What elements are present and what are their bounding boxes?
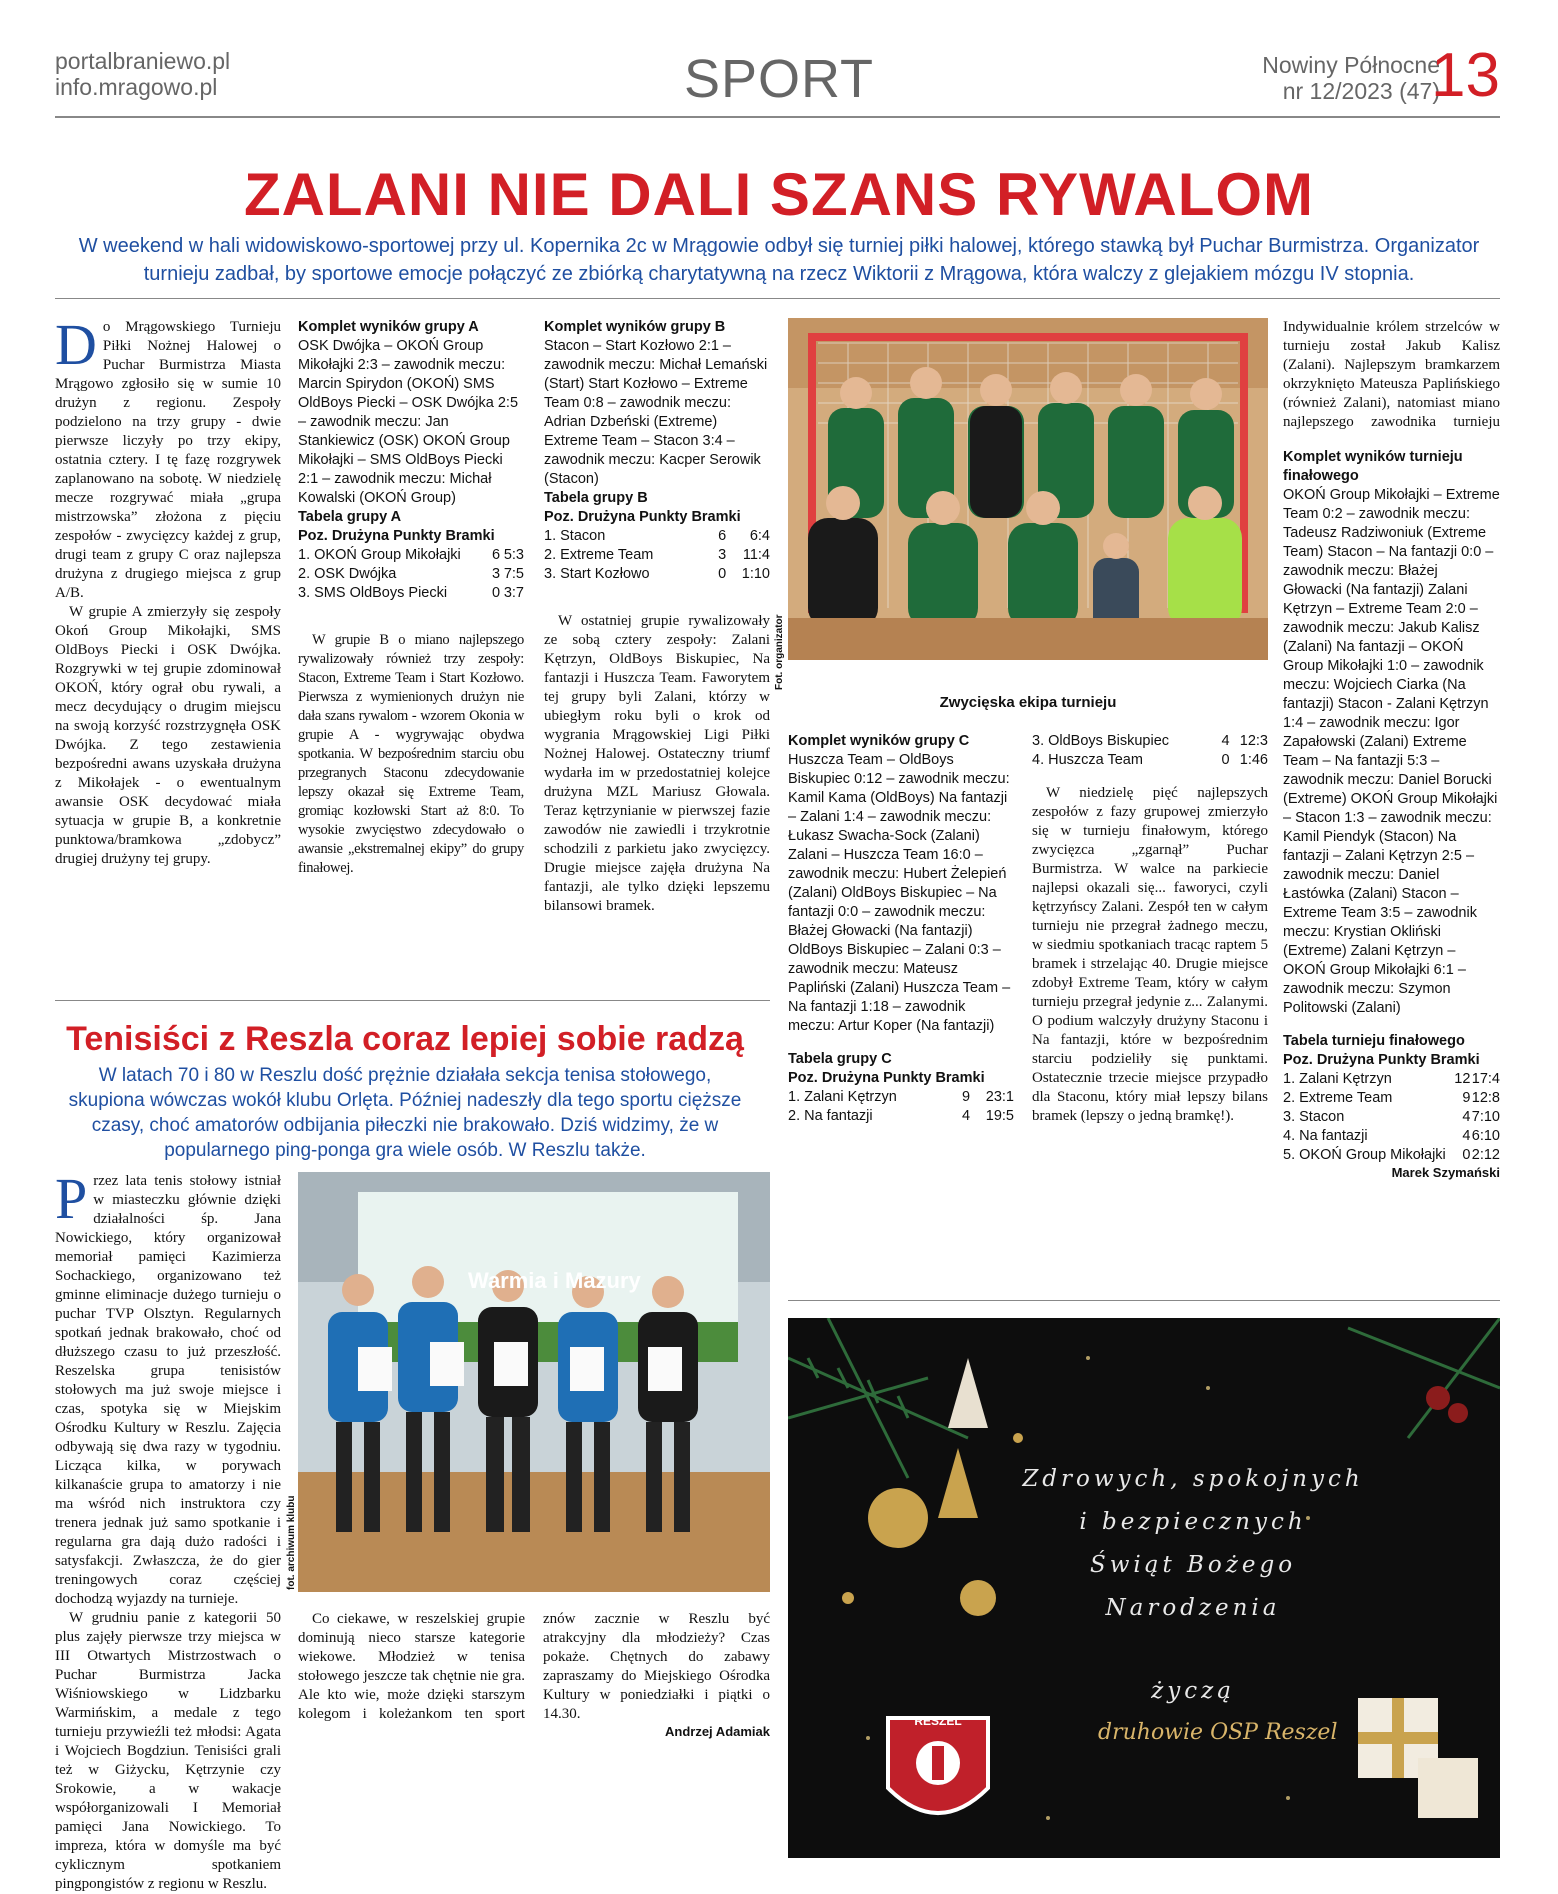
article1-p3: W grupie B o miano najlepszego rywalizowały również trzy zespoły: Stacon, Extreme Team i Start Kozłowo. Pierwsza z wymienionych drużyn nie dała szans rywalom - wzorem Okonia w grupie A - wygrywając obydwa spotkania. W bezpośrednim starciu obu przegranych Staconu zdecydowanie lepszy okazał się Extreme Team, gromiąc kozłowski Start aż 8:0. To wysokie zwycięstwo zdecydowało o awansie „ekstremalnej ekipy” do grupy finałowej.: [298, 632, 524, 876]
christmas-ad: [788, 1318, 1500, 1858]
article1-col5: [1032, 732, 1268, 1126]
table-row: 4. Huszcza Team 0 1:46: [1032, 752, 1268, 768]
article2-author: Andrzej Adamiak: [665, 1724, 770, 1739]
team-photo: [788, 318, 1268, 660]
ad-signature: druhowie OSP Reszel: [1098, 1720, 1338, 1745]
tableB-table: [544, 527, 770, 584]
tableA: [298, 508, 524, 603]
photo1-caption: Zwycięska ekipa turnieju: [939, 694, 1117, 711]
tableF: [1283, 1032, 1500, 1165]
team-photo-image: [788, 318, 1268, 660]
table-row: 2. Extreme Team 3 11:4: [544, 547, 770, 563]
table-row: 1. Zalani Kętrzyn 12 17:4: [1283, 1071, 1500, 1087]
article2-p1: rzez lata tenis stołowy istniał w miasteczku głównie dzięki działalności śp. Jana Nowickiego, który organizował memoriał pamięci Kazimierza Sochackiego, organizowano też gminne eliminacje dużego turnieju o puchar TVP Olsztyn. Regularnych spotkań jednak brakowało, choć od dłuższego czasu to już przeszłość. Reszelska grupa tenisistów stołowych ma już swoje miejsce i czas, spotyka się w Miejskim Ośrodku Kultury w Reszlu. Zajęcia odbywają się dwa razy w tygodniu. Licząca kilka, w porywach kilkanaście grupa to amatorzy i nie ma wśród nich instruktora czy trenera jednak już samo spotkanie i regularna gra dają dużo radości i satysfakcji. Zwłaszcza, że do gier treningowych coraz częściej dochodzą wyjazdy na turnieje.: [55, 1173, 281, 1607]
drop-cap: D: [55, 312, 97, 377]
tableA-title: Tabela grupy A: [298, 509, 402, 525]
article1-author: Marek Szymański: [1391, 1165, 1500, 1180]
site-link-1[interactable]: portalbraniewo.pl: [55, 48, 231, 74]
groupC-title: Komplet wyników grupy C: [788, 733, 970, 749]
groupA-results: [298, 318, 524, 508]
lead-rule: [55, 298, 1500, 299]
article1-title: ZALANI NIE DALI SZANS RYWALOM: [243, 161, 1315, 228]
site-link-2[interactable]: info.mragowo.pl: [55, 74, 218, 100]
table-row: 3. SMS OldBoys Piecki 0 3:7: [298, 585, 524, 601]
header-rule: [55, 116, 1500, 118]
groupC-text: Huszcza Team – OldBoys Biskupiec 0:12 – zawodnik meczu: Kamil Kama (OldBoys) Na fantazji – Zalani 1:4 – zawodnik meczu: Łukasz Swacha-Sock (Zalani) Zalani – Huszcza Team 16:0 – zawodnik meczu: Hubert Żelepień (Zalani) OldBoys Biskupiec – Na fantazji 0:0 – zawodnik meczu: Błażej Głowacki (Na fantazji) OldBoys Biskupiec – Zalani 0:3 – zawodnik meczu: Mateusz Papliński (Zalani) Huszcza Team – Na fantazji 1:18 – zawodnik meczu: Artur Koper (Na fantazji): [788, 752, 1011, 1034]
tableB-head: Poz. Drużyna Punkty Bramki: [544, 509, 741, 525]
article1-p2: W grupie A zmierzyły się zespoły Okoń Group Mikołajki, SMS OldBoys Piecki i OSK Dwójka. Rozgrywki w tej grupie zdominował OKOŃ, który ograł obu rywali, a mecz decydujący o drugim miejscu na swoją korzyść rozstrzygnęła OSK Dwójka. Z tego zestawienia bezpośredni awans uzyskała drużyna z Mikołajek - o ewentualnym awansie OSK decydować miała sytuacja w grupie B, a konkretnie punktowa/bramkowa „zdobycz” drugiej drużyny tej grupy.: [55, 604, 281, 867]
article1-col6: [1283, 318, 1500, 1180]
tableC-table-a: [788, 1088, 1014, 1126]
tableA-table: [298, 546, 524, 603]
article1-p6: Indywidualnie królem strzelców w turnieju został Jakub Kalisz (Zalani). Najlepszym bramkarzem okrzyknięto Mateusza Paplińskiego (również Zalani), natomiast miano najlepszego zawodnika turnieju: [1283, 319, 1500, 430]
table-row: 3. OldBoys Biskupiec 4 12:3: [1032, 733, 1268, 749]
article1-col4: [788, 732, 1014, 1126]
photo1-credit: Fot. organizator: [774, 614, 785, 690]
table-row: 2. OSK Dwójka 3 7:5: [298, 566, 524, 582]
article-divider: [55, 1000, 770, 1001]
ad-line-3: Świąt Bożego: [1089, 1552, 1297, 1578]
table-row: 3. Start Kozłowo 0 1:10: [544, 566, 770, 582]
article1-p4: W ostatniej grupie rywalizowały ze sobą cztery zespoły: Zalani Kętrzyn, OldBoys Biskupiec, Na fantazji i Huszcza Team. Faworytem tej grupy byli Zalani, którzy w ubiegłym roku byli o krok od wygrania Mrągowskiej Ligi Piłki Nożnej Halowej. Ostateczny triumf wydarła im w przedostatniej kolejce drużyna MZL Mariusz Głowala. Teraz kętrzynianie w pierwszej fazie zawodów nie zawiedli i trzykrotnie schodzili z parkietu jako zwycięzcy. Drugie miejsce zajęła drużyna Na fantazji, ale tylko dzięki lepszemu bilansowi bramek.: [544, 613, 770, 914]
table-row: 4. Na fantazji 4 6:10: [1283, 1128, 1500, 1144]
article2-continuation: [298, 1610, 770, 1858]
article2-p2: W grudniu panie z kategorii 50 plus zajęły pierwsze trzy miejsca w III Otwartych Mistrzostwach o Puchar Burmistrza Jacka Wiśniowskiego w Lidzbarku Warmińskim, a medale z tego turnieju przywieźli też młodsi: Agata i Wojciech Bogdziun. Tenisiści grali też w Giżycku, Kętrzynie czy Srokowie, a w wakacje współorganizowali I Memoriał pamięci Jana Nowickiego. To impreza, która w domyśle ma być cyklicznym spotkaniem pingpongistów z regionu w Reszlu.: [55, 1610, 281, 1892]
article1-col1: [55, 312, 281, 869]
drop-cap-2: P: [55, 1166, 88, 1231]
tableC: [788, 1050, 1014, 1126]
paper-name: Nowiny Północne: [1262, 52, 1440, 78]
ad-line-2: i bezpiecznych: [1079, 1509, 1307, 1535]
table-row: 2. Extreme Team 9 12:8: [1283, 1090, 1500, 1106]
ad-greeting: [958, 1458, 1428, 1713]
tableB: [544, 489, 770, 584]
tableC-head: Poz. Drużyna Punkty Bramki: [788, 1070, 985, 1086]
table-row: 3. Stacon 4 7:10: [1283, 1109, 1500, 1125]
table-row: 1. OKOŃ Group Mikołajki 6 5:3: [298, 547, 524, 563]
article2-lead: W latach 70 i 80 w Reszlu dość prężnie działała sekcja tenisa stołowego, skupiona wówczas wokół klubu Orlęta. Później nadeszły dla tego sportu cięższe czasy, choć amatorów odbijania piłeczki nie brakowało. Dziś widzimy, że w popularnego ping-ponga gra wiele osób. W Reszlu także.: [68, 1065, 742, 1161]
groupB-text: Stacon – Start Kozłowo 2:1 – zawodnik meczu: Michał Lemański (Start) Start Kozłowo – Extreme Team 0:8 – zawodnik meczu: Adrian Dzbeński (Extreme) Extreme Team – Stacon 3:4 – zawodnik meczu: Kacper Serowik (Stacon): [544, 338, 768, 487]
tableF-title: Tabela turnieju finałowego: [1283, 1033, 1465, 1049]
table-row: 5. OKOŃ Group Mikołajki 0 2:12: [1283, 1147, 1500, 1163]
section-title: SPORT: [683, 49, 875, 109]
article1-col2: [298, 318, 524, 878]
article1-p5: W niedzielę pięć najlepszych zespołów z fazy grupowej zmierzyło się w turnieju finałowym, którego zwycięzca „zgarnął” Puchar Burmistrza. W walce na parkiecie najlepsi okazali się... faworyci, czyli kętrzyńscy Zalani. Zespół ten w całym turnieju nie przegrał żadnego meczu, w siedmiu spotkaniach tracąc raptem 5 bramek i strzelając 40. Drugie miejsce zdobył Extreme Team, który w całym turnieju przegrał jedynie z... Zalanymi. O podium walczyły drużyny Staconu i Na fantazji, które w bezpośrednim starciu podzieliły się punktami. Ostatecznie trzecie miejsce przypadło dla Staconu, który miał lepszy bilans bramek (lepszy o jedną bramkę!).: [1032, 785, 1268, 1124]
groupA-title: Komplet wyników grupy A: [298, 319, 479, 335]
groupB-results: [544, 318, 770, 489]
photo2-credit: fot. archiwum klubu: [286, 1495, 297, 1590]
tableF-table: [1283, 1070, 1500, 1165]
final-title: Komplet wyników turnieju finałowego: [1283, 449, 1463, 484]
issue-info: [1262, 52, 1440, 104]
ad-divider: [788, 1300, 1500, 1301]
page-number: 13: [1431, 41, 1500, 110]
ad-line-4: Narodzenia: [1105, 1595, 1281, 1621]
final-results: [1283, 448, 1500, 1018]
tableB-title: Tabela grupy B: [544, 490, 648, 506]
groupC-results: [788, 732, 1014, 1036]
photo-banner-text: Warmia i Mazury: [468, 1268, 641, 1293]
article2-p3: Co ciekawe, w reszelskiej grupie dominują nieco starsze kategorie wiekowe. Młodzież w tenisa stołowego jeszcze tak chętnie nie gra. Ale kto wie, może dzięki starszym kolegom i koleżankom ten sport znów zacznie w Reszlu być atrakcyjny dla młodzieży? Czas pokaże. Chętnych do zabawy zapraszamy do Miejskiego Ośrodka Kultury w poniedziałki i piątki o 14.30.: [298, 1611, 770, 1722]
groupA-text: OSK Dwójka – OKOŃ Group Mikołajki 2:3 – zawodnik meczu: Marcin Spirydon (OKOŃ) SMS OldBoys Piecki – OSK Dwójka 2:5 – zawodnik meczu: Jan Stankiewicz (OSK) OKOŃ Group Mikołajki – SMS OldBoys Piecki 2:1 – zawodnik meczu: Michał Kowalski (OKOŃ Group): [298, 338, 519, 506]
article1-lead: W weekend w hali widowiskowo-sportowej przy ul. Kopernika 2c w Mrągowie odbył się turniej piłki halowej, którego stawką był Puchar Burmistrza. Organizator turnieju zadbał, by sportowe emocje połączyć ze zbiórką charytatywną na rzecz Wiktorii z Mrągowa, która walczy z glejakiem mózgu IV stopnia.: [78, 235, 1480, 285]
tennis-photo-image: [298, 1172, 770, 1592]
article1-p1: o Mrągowskiego Turnieju Piłki Nożnej Halowej o Puchar Burmistrza Miasta Mrągowo zgłosiło się w sumie 10 drużyn z regionu. Zespoły podzielono na trzy grupy - dwie pierwsze liczyły po trzy ekipy, ostatnia cztery. I tę fazę rozgrywek zaplanowano na sobotę. W niedzielę mecze rozgrywać miała „grupa mistrzowska” złożona z pięciu zespołów - zwycięzcy każdej z grup, drugi team z grupy C oraz najlepsza drużyna z drugiego miejsca z grup A/B.: [55, 319, 281, 601]
tableF-head: Poz. Drużyna Punkty Bramki: [1283, 1052, 1480, 1068]
ad-line-5: życzą: [1151, 1678, 1235, 1704]
tableC-title: Tabela grupy C: [788, 1051, 892, 1067]
table-row: 1. Stacon 6 6:4: [544, 528, 770, 544]
groupB-title: Komplet wyników grupy B: [544, 319, 726, 335]
article2-col23: [298, 1610, 770, 1724]
table-row: 1. Zalani Kętrzyn 9 23:1: [788, 1089, 1014, 1105]
final-text: OKOŃ Group Mikołajki – Extreme Team 0:2 – zawodnik meczu: Tadeusz Radziwoniuk (Extreme Team) Stacon – Na fantazji 0:0 – zawodnik meczu: Błażej Głowacki (Na fantazji) Zalani Kętrzyn – Extreme Team 2:0 – zawodnik meczu: Jakub Kalisz (Zalani) Na fantazji – OKOŃ Group Mikołajki 1:0 – zawodnik meczu: Wojciech Ciarka (Na fantazji) Stacon - Zalani Kętrzyn 1:4 – zawodnik meczu: Igor Zapałowski (Zalani) Extreme Team – Na fantazji 5:3 – zawodnik meczu: Daniel Borucki (Extreme) OKOŃ Group Mikołajki – Stacon 1:3 – zawodnik meczu: Kamil Piendyk (Stacon) Na fantazji – Zalani Kętrzyn 2:5 – zawodnik meczu: Daniel Łastówka (Zalani) Stacon – Extreme Team 3:5 – zawodnik meczu: Krystian Okliński (Extreme) Zalani Kętrzyn – OKOŃ Group Mikołajki 6:1 – zawodnik meczu: Szymon Politowski (Zalani): [1283, 487, 1500, 1016]
table-row: 2. Na fantazji 4 19:5: [788, 1108, 1014, 1124]
article1-col3: [544, 318, 770, 922]
article2-col1: [55, 1166, 281, 1894]
tennis-photo: [298, 1172, 770, 1592]
issue-number: nr 12/2023 (47): [1282, 78, 1440, 104]
article2-title: Tenisiści z Reszla coraz lepiej sobie radzą: [66, 1020, 744, 1058]
emblem-label: RESZEL: [914, 1714, 962, 1728]
tableC-table-b: [1032, 732, 1268, 770]
tableA-head: Poz. Drużyna Punkty Bramki: [298, 528, 495, 544]
ad-line-1: Zdrowych, spokojnych: [1022, 1466, 1364, 1492]
